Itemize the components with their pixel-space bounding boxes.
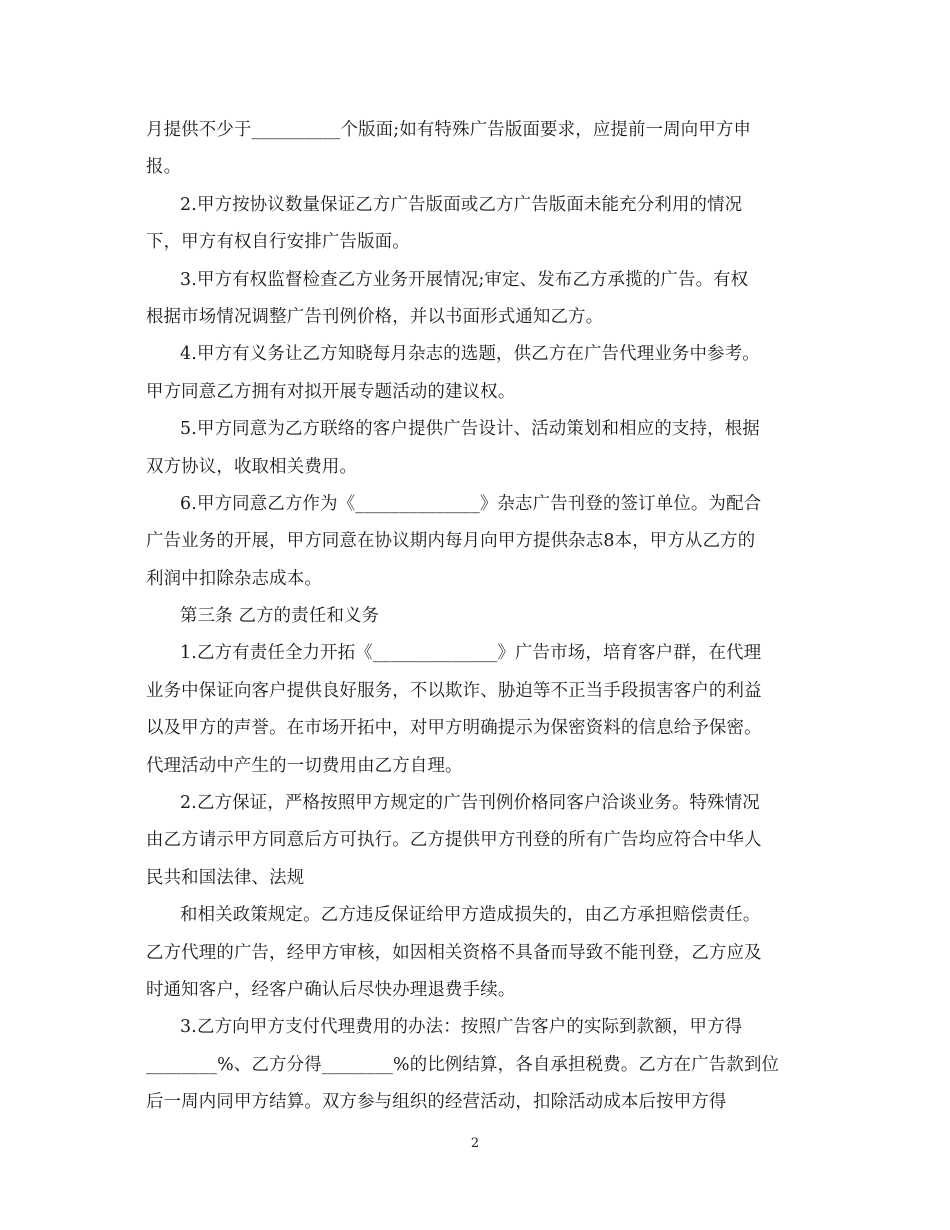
- text-line: 和相关政策规定。乙方违反保证给甲方造成损失的，由乙方承担赔偿责任。: [180, 905, 761, 926]
- text-line: ________%、乙方分得________%的比例结算，各自承担税费。乙方在广告款到位: [146, 1054, 780, 1075]
- text-line: 时通知客户，经客户确认后尽快办理退费手续。: [146, 979, 516, 1000]
- clause-3-line: 3.乙方向甲方支付代理费用的办法：按照广告客户的实际到款额，甲方得: [180, 1017, 743, 1038]
- clause-3-line: 3.甲方有权监督检查乙方业务开展情况;审定、发布乙方承揽的广告。有权: [180, 269, 749, 290]
- document-body: [146, 112, 806, 1122]
- text-line: 以及甲方的声誉。在市场开拓中，对甲方明确提示为保密资料的信息给予保密。: [146, 718, 762, 739]
- text-line: 下，甲方有权自行安排广告版面。: [146, 232, 410, 253]
- section-heading: 第三条 乙方的责任和义务: [180, 606, 380, 627]
- clause-4-line: 4.甲方有义务让乙方知晓每月杂志的选题，供乙方在广告代理业务中参考。: [180, 344, 760, 365]
- clause-2-line: 2.乙方保证，严格按照甲方规定的广告刊例价格同客户洽谈业务。特殊情况: [180, 793, 760, 814]
- text-line: 月提供不少于__________个版面;如有特殊广告版面要求，应提前一周向甲方申: [146, 120, 752, 140]
- clause-5-line: 5.甲方同意为乙方联络的客户提供广告设计、活动策划和相应的支持，根据: [180, 419, 760, 440]
- clause-1-line: 1.乙方有责任全力开拓《______________》广告市场，培育客户群，在代理: [180, 643, 762, 664]
- text-line: 乙方代理的广告，经甲方审核，如因相关资格不具备而导致不能刊登，乙方应及: [146, 942, 762, 963]
- text-line: 报。: [146, 157, 182, 178]
- text-line: 利润中扣除杂志成本。: [146, 568, 322, 589]
- text-line: 甲方同意乙方拥有对拟开展专题活动的建议权。: [146, 381, 516, 402]
- text-line: 业务中保证向客户提供良好服务，不以欺诈、胁迫等不正当手段损害客户的利益: [146, 680, 762, 701]
- text-line: 民共和国法律、法规: [146, 867, 305, 888]
- page-number: 2: [470, 1136, 480, 1151]
- clause-6-line: 6.甲方同意乙方作为《______________》杂志广告刊登的签订单位。为配合: [180, 493, 762, 514]
- text-line: 后一周内同甲方结算。双方参与组织的经营活动，扣除活动成本后按甲方得: [146, 1092, 727, 1113]
- clause-2-line: 2.甲方按协议数量保证乙方广告版面或乙方广告版面未能充分利用的情况: [180, 194, 743, 215]
- text-line: 根据市场情况调整广告刊例价格，并以书面形式通知乙方。: [146, 306, 604, 327]
- text-line: 由乙方请示甲方同意后方可执行。乙方提供甲方刊登的所有广告均应符合中华人: [146, 830, 762, 851]
- text-line: 双方协议，收取相关费用。: [146, 456, 358, 477]
- text-line: 广告业务的开展，甲方同意在协议期内每月向甲方提供杂志8本，甲方从乙方的: [146, 531, 756, 552]
- text-line: 代理活动中产生的一切费用由乙方自理。: [146, 755, 463, 776]
